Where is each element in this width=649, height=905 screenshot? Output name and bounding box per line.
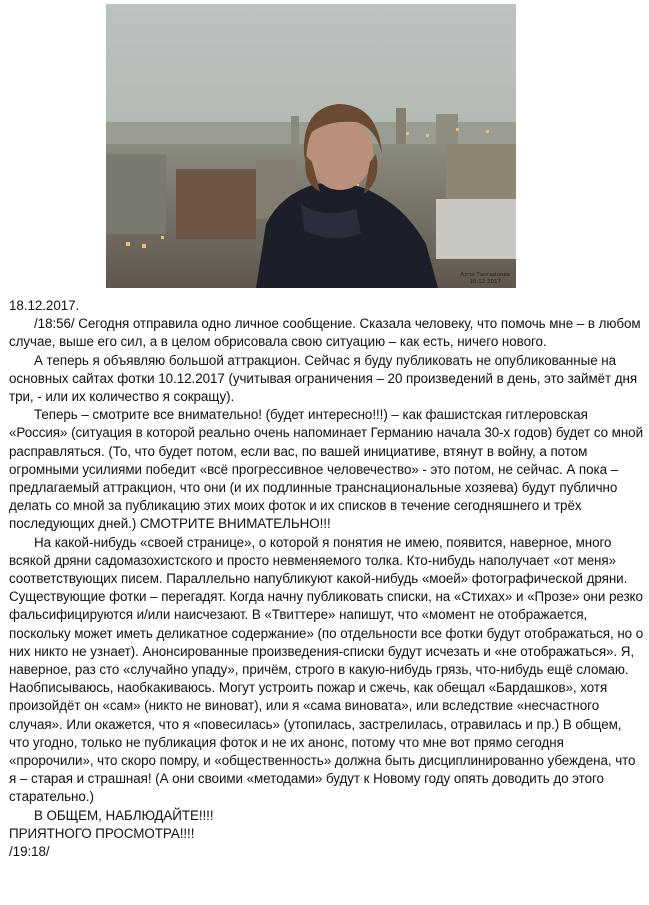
paragraph-1: /18:56/ Сегодня отправила одно личное сообщение. Сказала человеку, что помочь мне – в любом случае, выше его сил, а в целом обрисовала свою ситуацию – как есть, ничего нового.: [9, 316, 641, 350]
post-photo: [106, 4, 516, 288]
post-date: 18.12.2017.: [9, 298, 80, 313]
photo-caption-name: Алла Тангайлова: [460, 272, 510, 278]
paragraph-2: А теперь я объявляю большой аттракцион. Сейчас я буду публиковать не опубликованные на основных сайтах фотки 10.12.2017 (учитывая ограничения – 20 произведений в день, это займёт дня три, - или их количество я сокращу).: [9, 352, 638, 405]
paragraph-5: В ОБЩЕМ, НАБЛЮДАЙТЕ!!!!: [34, 807, 214, 823]
paragraph-4: На какой-нибудь «своей странице», о которой я понятия не имею, появится, наверное, много всякой дряни садомазохистского и просто невменяемого толка. Кто-нибудь наполучает «от меня» соответствующих писем. Параллельно напубликуют какой-нибудь «моей» фотографической дряни. Существующие фотки – перегадят. Когда начну публиковать списки, на «Стихах» и «Прозе» они резко фальсифицируются и/или наисчезают. В «Твиттере» напишут, что «момент не отображается, поскольку может иметь деликатное содержание» (по отдельности все фотки будут отображаться, но о них никто не узнает). Анонсированные произведения-списки будут исчезать и «не отображаться». Я, наверное, раз сто «случайно упаду», причём, строго в какую-нибудь грязь, что-нибудь ещё сломаю. Наобписываюсь, наобкакиваюсь. Могут устроить пожар и сжечь, как обещал «Бардашков», хотя произойдёт он «сам» (никто не виноват), или я «сама виновата», или вследствие «несчастного случая». Или окажется, что я «повесилась» (утопилась, застрелилась, отравилась и пр.) В общем, что угодно, только не публикация фоток и не их анонс, потому что мне вот прямо сегодня «пророчили», что скоро помру, и «общественность» должна быть дисциплинированно убеждена, что я – старая и страшная! (А они своими «методами» будут к Новому году опять доводить до этого старательно.): [9, 534, 644, 805]
end-time: /19:18/: [9, 844, 50, 860]
photo-caption: [460, 272, 510, 285]
paragraph-3: Теперь – смотрите все внимательно! (будет интересно!!!) – как фашистская гитлеровская «Россия» (ситуация в которой реально очень напоминает Германию начала 30-х годов) будет со мной расправляться. (То, что будет потом, если вас, по вашей инициативе, втянут в войну, а потом огромными усилиями победит «всё прогрессивное человечество» - это потом, не сейчас. А пока – предлагаемый аттракцион, что они (и их подлинные транснациональные хозяева) будут публично делать со мной за публикацию этих моих фоток и их списков в течение сегодняшнего и трёх последующих дней.) СМОТРИТЕ ВНИМАТЕЛЬНО!!!: [9, 407, 644, 532]
photo-caption-date: 10.12.2017: [469, 278, 501, 285]
closing-line: ПРИЯТНОГО ПРОСМОТРА!!!!: [9, 825, 195, 841]
post-body: [9, 297, 645, 861]
city-portrait-image: [106, 4, 516, 288]
